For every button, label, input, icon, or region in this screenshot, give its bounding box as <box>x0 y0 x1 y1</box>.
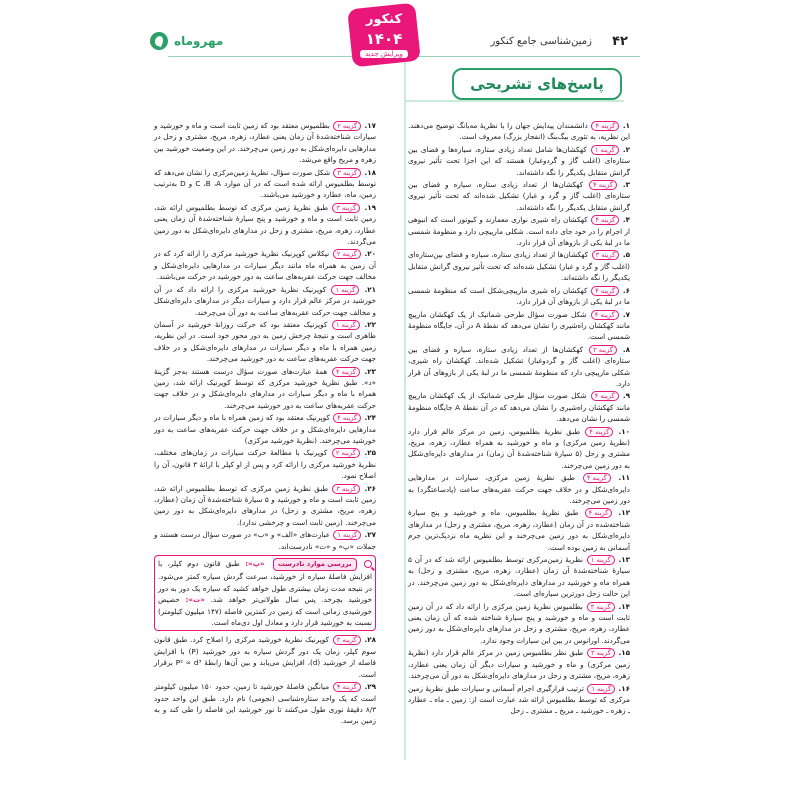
answer-option-badge: گزینه ۲ <box>333 121 361 131</box>
answer-option-badge: گزینه ۱ <box>587 684 615 694</box>
answer-text: کوپرنیک نظریهٔ خورشید مرکزی را اصلاح کرد. طبق قانون سوم کپلر، زمان یک دور گردش سیاره به دور خورشید (P) با افزایش فاصله از خورشید (d)، افزایش می‌یابد و بین آن‌ها رابطهٔ P² ∝ d³ برقرار است. <box>154 635 376 679</box>
answer-item <box>408 144 630 178</box>
answer-text: شکل صورت سؤال، نظریهٔ زمین‌مرکزی را نشان می‌دهد که توسط بطلمیوس ارائه شده است که در آن موارد C ،B ،A و D به‌ترتیب زمین، ماه، عطارد و خورشید می‌باشند. <box>154 167 376 200</box>
answer-item <box>154 529 376 552</box>
answer-text: ترتیب قرارگیری اجرام آسمانی و سیارات طبق نظریهٔ زمین مرکزی که توسط بطلمیوس ارائه شد عبارت است از: زمین ـ ماه ـ عطارد ـ زهره ـ خورشید ـ مریخ ـ مشتری ـ زحل <box>408 683 630 716</box>
answers-left-main <box>154 120 376 552</box>
answer-number: ۱. <box>622 121 630 130</box>
answer-number: ۱۳. <box>618 555 630 565</box>
answer-text: کهکشان‌ها از تعداد زیادی ستاره، سیاره و فضای بین‌ستاره‌ای (اغلب گاز و گرد و غبار) تشکیل شده‌اند که تحت تأثیر نیروی گرانش متقابل یکدیگر را نگه داشته‌اند. <box>408 250 630 283</box>
tip-box <box>154 555 376 631</box>
answer-item <box>154 447 376 481</box>
answer-item <box>408 683 630 717</box>
answer-option-badge: گزینه ۲ <box>332 448 360 458</box>
answer-option-badge: گزینه ۴ <box>333 682 361 692</box>
answer-number: ۶. <box>622 285 630 295</box>
answer-option-badge: گزینه ۴ <box>591 286 619 296</box>
answer-text: طبق نظریهٔ بطلمیوس، ماه و خورشید و پنج سیارهٔ شناخته‌شده در آن زمان (عطارد، زهره، مریخ، مشتری و زحل) در مدارهای دایره‌ای‌شکل به دور زمین می‌چرخند و این نظریه ماه نزدیک‌ترین جرم آسمانی به زمین بوده است. <box>408 508 630 552</box>
answer-text: شکل صورت سؤال طرحی شماتیک از یک کهکشان مارپیچ مانند کهکشان راه‌شیری را نشان می‌دهد که نقطهٔ A در آن، جایگاه منظومهٔ شمسی است. <box>408 309 630 342</box>
answer-item <box>154 319 376 365</box>
leaf-icon <box>150 32 168 50</box>
answer-text: شکل صورت سؤال طرحی شماتیک از یک کهکشان مارپیچ مانند کهکشان راه‌شیری را نشان می‌دهد که در آن نقطهٔ A جایگاه منظومهٔ شمسی را نشان می‌دهد. <box>408 391 630 424</box>
answer-text: کهکشان راه شیری نواری معمارند و کیوتور است که انبوهی از اجرام را در خود جای داده است. شکلی مارپیچی دارد و منظومهٔ شمسی ما در لبهٔ یکی از بازوهای آن قرار دارد. <box>408 215 630 248</box>
answer-item <box>408 426 630 472</box>
answer-number: ۸. <box>622 344 630 354</box>
answer-number: ۱۱. <box>618 473 630 483</box>
answer-text: کهکشان راه شیری مارپیچی‌شکل است که منظومهٔ شمسی ما در لبهٔ یکی از بازوهای آن قرار دارد. <box>408 285 630 307</box>
answer-option-badge: گزینه ۲ <box>333 249 361 259</box>
answer-option-badge: گزینه ۴ <box>589 180 617 190</box>
answer-option-badge: گزینه ۱ <box>332 320 360 330</box>
answer-option-badge: گزینه ۴ <box>585 508 613 518</box>
tip-option-p: «پ»: <box>245 559 265 569</box>
answer-text: کوپرنیک نظریهٔ خورشید مرکزی را ارائه داد که در آن خورشید در مرکز عالم قرار دارد و سیارات دیگر در مدارهای دایره‌ای‌شکل و مخالف جهت حرکت عقربه‌های ساعت به دور آن می‌چرخند. <box>154 284 376 317</box>
answer-item <box>408 179 630 213</box>
answer-item <box>408 120 630 143</box>
badge-line3: ویرایش جدید <box>360 50 408 58</box>
answer-option-badge: گزینه ۴ <box>591 215 619 225</box>
answer-item <box>408 554 630 600</box>
answer-number: ۲۷. <box>364 530 376 540</box>
answer-number: ۲۲. <box>364 319 376 329</box>
answer-item <box>154 366 376 412</box>
answer-option-badge: گزینه ۱ <box>331 285 359 295</box>
konkur-badge <box>350 6 418 64</box>
answer-option-badge: گزینه ۳ <box>332 484 360 494</box>
answer-text: طبق نظر بطلمیوس زمین در مرکز عالم قرار دارد (نظریهٔ زمین مرکزی) و ماه و خورشید و سیارات دیگر آن زمان یعنی عطارد، زهره، مریخ، مشتری و زحل در مدارهای دایره‌ای‌شکل به دور آن می‌چرخند. <box>408 648 630 681</box>
answer-option-badge: گزینه ۳ <box>333 635 361 645</box>
answer-number: ۷. <box>622 309 630 319</box>
answer-number: ۵. <box>622 250 630 260</box>
answer-option-badge: گزینه ۳ <box>587 602 615 612</box>
answer-item <box>154 681 376 727</box>
section-title: پاسخ‌های تشریحی <box>452 68 622 100</box>
badge-line2: ۱۴۰۴ <box>365 30 403 48</box>
brand-logo <box>150 32 223 50</box>
answer-text: نظریهٔ زمین‌مرکزی توسط بطلمیوس ارائه شد که در آن ۵ سیارهٔ شناخته‌شدهٔ آن زمان (عطارد، زهره، مریخ، مشتری و زحل) به همراه ماه و خورشید در مدارهای دایره‌ای‌شکل به دور زمین می‌چرخند. در این حالت زحل دورترین سیاره‌ای است. <box>408 555 630 599</box>
answer-number: ۲۹. <box>364 682 376 692</box>
answer-text: کوپرنیک معتقد بود که حرکت روزانهٔ خورشید در آسمان ظاهری است و نتیجهٔ چرخش زمین به دور محور خود است. در این نظریه، زمین همراه با ماه و دیگر سیارات در مدارهای دایره‌ای‌شکل و در خلاف جهت حرکت عقربه‌های ساعت به دور خورشید می‌چرخند. <box>154 319 376 364</box>
answer-number: ۲۰. <box>364 249 376 259</box>
answer-item <box>408 285 630 308</box>
answer-text: طبق نظریهٔ بطلمیوس، زمین در مرکز عالم قرار دارد (نظریهٔ زمین مرکزی) و ماه و خورشید به همراه عطارد، زهره، مریخ، مشتری و زحل (۵ سیارهٔ شناخته‌شدهٔ آن زمان) در مدارهای دایره‌ای‌شکل به دور زمین می‌چرخند. <box>408 426 630 470</box>
answer-number: ۲۳. <box>364 366 376 376</box>
tip-label: بررسی موارد نادرست <box>273 558 357 571</box>
answer-text: بطلمیوس نظریهٔ زمین مرکزی را ارائه داد که در آن زمین ثابت است و ماه و خورشید و پنج سیارهٔ شناخته شده که آن زمان یعنی عطارد، زهره، مریخ، مشتری و زحل در مدارهای دایره‌ای‌شکل به دور زمین می‌گردند. اورانوس در بین این سیارات وجود ندارد. <box>408 601 630 645</box>
answer-number: ۲۱. <box>364 284 376 294</box>
answer-item <box>154 248 376 282</box>
answer-number: ۲۵. <box>364 448 376 458</box>
answer-item <box>408 647 630 681</box>
answer-item <box>154 483 376 529</box>
answer-option-badge: گزینه ۱ <box>333 530 361 540</box>
answer-number: ۲۶. <box>364 483 376 493</box>
answer-item <box>408 507 630 553</box>
answer-option-badge: گزینه ۳ <box>589 345 617 355</box>
answer-text: عبارت‌های «الف» و «ب» در صورت سؤال درست هستند و جملات «پ» و «ت» نادرست‌اند. <box>154 530 376 551</box>
answer-option-badge: گزینه ۴ <box>591 391 619 401</box>
answer-number: ۲۸. <box>364 635 376 645</box>
answer-text: همهٔ عبارت‌های صورت سؤال درست هستند به‌جز گزینهٔ «د». طبق نظریهٔ خورشید مرکزی که توسط کوپرنیک ارائه شد، زمین همراه با ماه و دیگر سیارات در مدارهای دایره‌ای‌شکل و در خلاف جهت حرکت عقربه‌های ساعت به دور خورشید می‌چرخند. <box>154 366 376 410</box>
answer-number: ۲۴. <box>364 413 376 423</box>
answer-text: طبق نظریهٔ زمین مرکزی که توسط بطلمیوس ارائه شد، زمین ثابت است و ماه و خورشید و پنج سیارهٔ شناخته‌شدهٔ آن زمان یعنی عطارد، زهره، مریخ، مشتری و زحل در مدارهای دایره‌ای‌شکل به دور زمین می‌گردند. <box>154 202 376 247</box>
answer-text: کهکشان‌ها از تعداد زیادی ستاره، سیاره و فضای بین ستاره‌ای (اغلب گاز و گردوغبار) تشکیل شده‌اند. کهکشان راه شیری، شکلی مارپیچی دارد که منظومهٔ شمسی ما در لبهٔ یکی از بازوهای آن قرار دارد. <box>408 344 630 388</box>
answer-item <box>154 284 376 318</box>
answer-number: ۱۵. <box>618 648 630 658</box>
search-icon <box>364 560 372 568</box>
answer-text: کوپرنیک معتقد بود که زمین همراه با ماه و دیگر سیارات در مدارهایی دایره‌ای‌شکل و در خلاف جهت حرکت عقربه‌های ساعت به دور خورشید می‌چرخند. (نظریهٔ خورشید مرکزی) <box>154 413 376 445</box>
answer-number: ۴. <box>622 215 630 225</box>
answer-option-badge: گزینه ۳ <box>592 250 620 260</box>
frame-accent <box>404 100 624 102</box>
answer-number: ۲. <box>622 144 630 154</box>
page-number: ۴۲ <box>612 34 628 49</box>
answer-option-badge: گزینه ۱ <box>587 555 615 565</box>
answers-left-column <box>154 120 376 728</box>
answer-text: میانگین فاصلهٔ خورشید تا زمین، حدود ۱۵۰ میلیون کیلومتر است که یک واحد ستاره‌شناسی (نجومی) نام دارد. طبق این واحد حدود ۸/۳ دقیقهٔ نوری طول می‌کشد تا نور خورشید این فاصله را طی کند و به زمین برسد. <box>154 682 376 726</box>
answer-item <box>154 634 376 680</box>
answer-option-badge: گزینه ۴ <box>591 121 619 131</box>
answers-right-column <box>408 120 630 718</box>
answer-item <box>408 309 630 343</box>
answers-left-tail <box>154 634 376 726</box>
answer-number: ۱۹. <box>364 202 376 212</box>
answer-text: طبق نظریهٔ زمین مرکزی، سیارات در مدارهایی دایره‌ای‌شکل و در خلاف جهت حرکت عقربه‌های ساعت (پادساعتگرد) به دور زمین می‌چرخند. <box>408 473 630 505</box>
answer-number: ۱۷. <box>364 121 376 130</box>
answer-text: نیکلاس کوپرنیک نظریهٔ خورشید مرکزی را ارائه کرد که در آن زمین به همراه ماه مانند دیگر سیارات در مدارهایی دایره‌ای‌شکل و مخالف جهت حرکت عقربه‌های ساعت به دور خورشید در حرکت می‌باشند. <box>154 249 376 282</box>
answer-item <box>154 202 376 248</box>
answer-option-badge: گزینه ۱ <box>591 145 619 155</box>
tip-text-p: طبق قانون دوم کپلر، با افزایش فاصلهٔ سیاره از خورشید، سرعت گردش سیاره کمتر می‌شود. در نتیجه مدت زمان بیشتری طول خواهد کشید که سیاره یک دور به دور خورشید بچرخد. پس سال طولانی‌تر خواهد شد. <box>158 559 372 605</box>
answer-option-badge: گزینه ۳ <box>332 203 360 213</box>
answer-text: بطلمیوس معتقد بود که زمین ثابت است و ماه و خورشید و سیارات شناخته‌شدهٔ آن زمان یعنی عطارد، زهره، مریخ، مشتری و زحل در مدارهایی دایره‌ای‌شکل به دور زمین می‌چرخند. در این وضعیت خورشید بین زهره و مریخ واقع می‌شد. <box>154 121 376 165</box>
answer-item <box>154 167 376 201</box>
answer-option-badge: گزینه ۴ <box>583 473 611 483</box>
answer-text: کهکشان‌ها از تعداد زیادی ستاره، سیاره و فضای بین ستاره‌ای (اغلب گاز و گرد و غبار) تشکیل شده‌اند که تحت تأثیر نیروی گرانش متقابل یکدیگر را نگه داشته‌اند. <box>408 180 630 212</box>
answer-number: ۳. <box>622 180 630 190</box>
answer-option-badge: گزینه ۴ <box>585 427 613 437</box>
answer-text: کوپرنیک با مطالعهٔ حرکت سیارات در زمان‌های مختلف، نظریهٔ خورشید مرکزی را ارائه کرد و پس از او کپلر با ارائهٔ ۳ قانون، آن را اصلاح نمود. <box>154 448 376 481</box>
answer-item <box>408 249 630 283</box>
answer-text: کهکشان‌ها شامل تعداد زیادی ستاره، سیاره‌ها و فضای بین ستاره‌ای (اغلب گاز و گردوغبار) هستند که این اجزا تحت تأثیر نیروی گرانش متقابل یکدیگر را نگه داشته‌اند. <box>408 144 630 177</box>
answer-item <box>408 214 630 248</box>
answer-number: ۱۲. <box>618 508 630 518</box>
answer-item <box>408 344 630 390</box>
answer-number: ۱۶. <box>618 683 630 693</box>
answer-item <box>408 472 630 506</box>
answer-option-badge: گزینه ۴ <box>591 310 619 320</box>
frame-divider <box>404 20 406 760</box>
book-title: زمین‌شناسی جامع کنکور <box>490 36 592 47</box>
answer-text: دانشمندان پیدایش جهان را با نظریهٔ مه‌بانگ توضیح می‌دهند. این نظریه، به تئوری بیگ‌بنگ (انفجار بزرگ) معروف است. <box>408 121 630 142</box>
answer-number: ۱۴. <box>618 601 630 611</box>
answer-option-badge: گزینه ۳ <box>333 168 361 178</box>
answer-text: طبق نظریهٔ زمین مرکزی که توسط بطلمیوس ارائه شد، زمین ثابت است و ماه و خورشید و ۵ سیارهٔ شناخته‌شدهٔ آن زمان (عطارد، زهره، مریخ، مشتری و زحل) در مدارهای دایره‌ای‌شکل به دور زمین می‌چرخند. (زمین ثابت است و چرخشی ندارد). <box>154 483 377 527</box>
answer-item <box>154 120 376 166</box>
badge-line1: کنکور <box>365 12 403 27</box>
tip-text-t: حضیض خورشیدی زمانی است که زمین در کمترین فاصله (۱۴۷ میلیون کیلومتر) نسبت به خورشید قرار دارد و معادل اول دی‌ماه است. <box>158 595 372 628</box>
answer-option-badge: گزینه ۳ <box>587 648 615 658</box>
tip-option-t: «ت»: <box>185 595 205 605</box>
brand-name: مهروماه <box>174 34 224 48</box>
answer-number: ۱۸. <box>364 167 376 177</box>
answer-item <box>408 390 630 424</box>
answer-item <box>154 412 376 446</box>
answer-number: ۱۰. <box>618 426 630 436</box>
answer-number: ۹. <box>622 391 630 401</box>
answer-option-badge: گزینه ۴ <box>333 413 361 423</box>
answer-item <box>408 601 630 647</box>
answer-option-badge: گزینه ۴ <box>332 367 360 377</box>
